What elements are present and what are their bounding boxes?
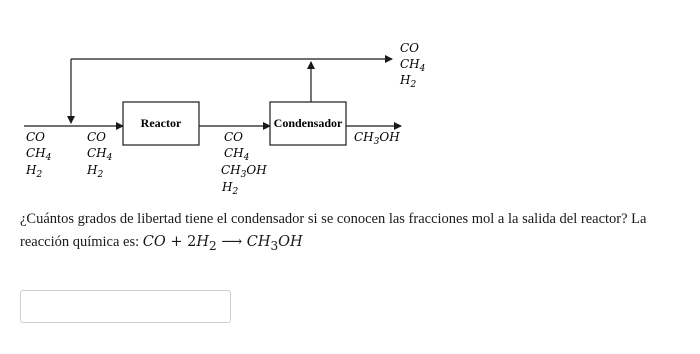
question-prefix: reacción química es: xyxy=(20,234,143,250)
reaction-equation: CO + $2H_2$ ⟶ $CH_3OH$ xyxy=(142,234,303,253)
recycle-co: CO xyxy=(400,41,420,55)
recycle-stream-labels xyxy=(399,41,426,90)
outlet-co: CO xyxy=(224,130,244,144)
question-text xyxy=(20,208,692,258)
feed-co: CO xyxy=(26,130,46,144)
outlet-ch3oh: $CH_3OH$ xyxy=(221,163,267,180)
answer-input[interactable] xyxy=(20,290,231,323)
recycle-ch4: $CH_4$ xyxy=(400,57,426,74)
condensate-ch3oh: $CH_3OH$ xyxy=(354,130,400,147)
mixed-h2: $H_2$ xyxy=(87,163,104,180)
outlet-h2: $H_2$ xyxy=(222,180,239,197)
condenser-label: Condensador xyxy=(273,116,343,130)
question-line-2 xyxy=(20,231,692,258)
feed-ch4: $CH_4$ xyxy=(26,146,52,163)
reactor-outlet-labels xyxy=(221,130,267,197)
question-line-1: ¿Cuántos grados de libertad tiene el condensador si se conocen las fracciones mol a la salida del reactor? La xyxy=(20,211,647,227)
feed-h2: $H_2$ xyxy=(26,163,43,180)
reactor-label: Reactor xyxy=(140,116,182,130)
mixed-ch4: $CH_4$ xyxy=(87,146,113,163)
feed-stream-labels xyxy=(25,130,52,180)
recycle-h2: $H_2$ xyxy=(400,73,417,90)
outlet-ch4: $CH_4$ xyxy=(224,146,250,163)
mixed-stream-labels xyxy=(86,130,113,180)
condensate-labels xyxy=(354,130,400,147)
mixed-co: CO xyxy=(87,130,107,144)
